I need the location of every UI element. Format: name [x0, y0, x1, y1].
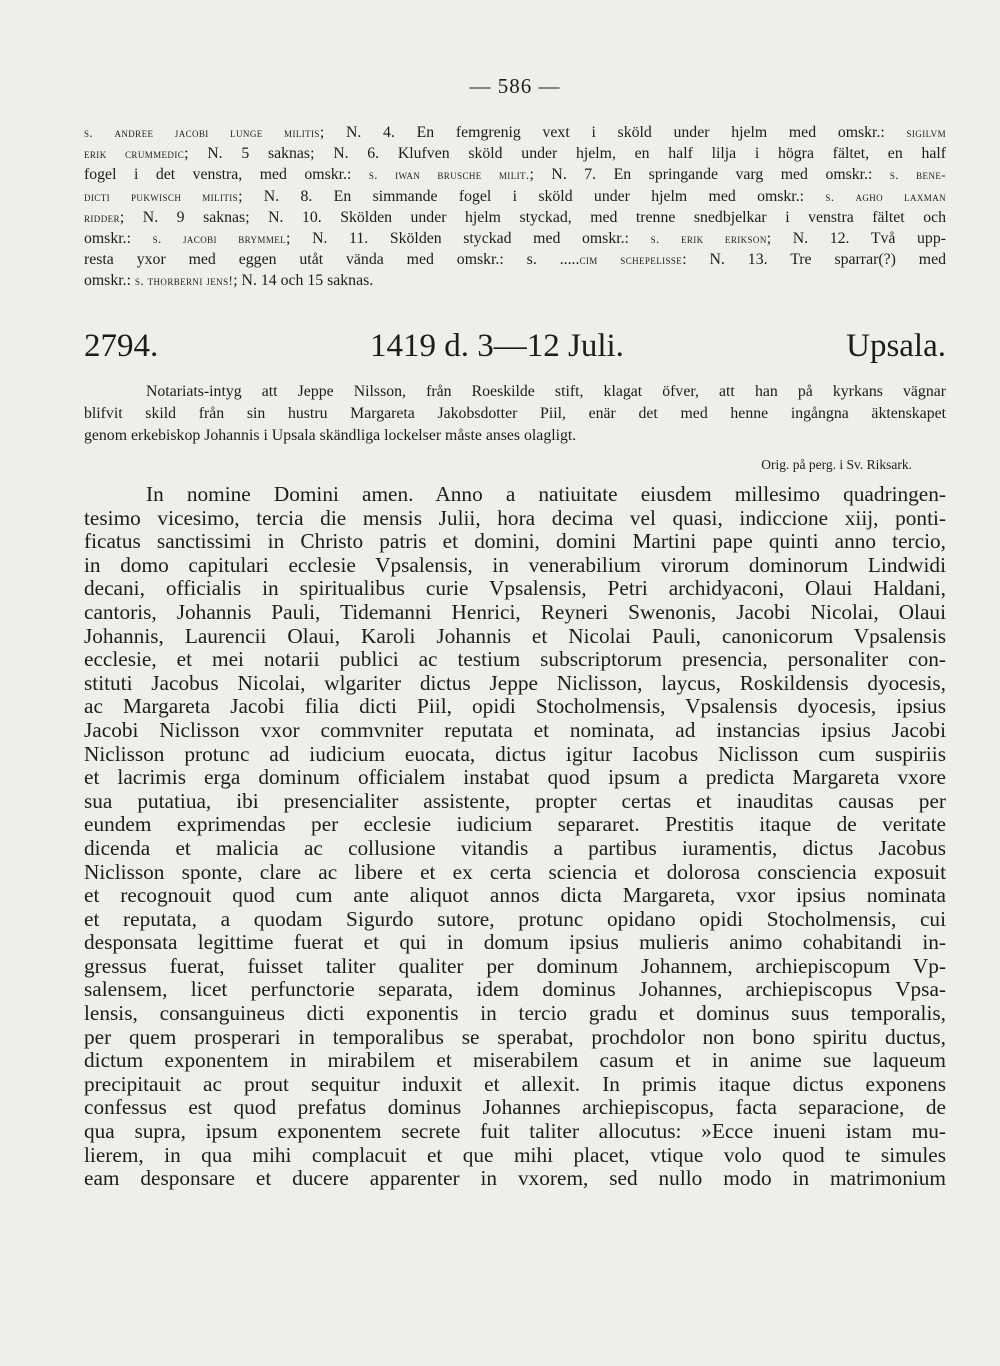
previous-text-line [84, 143, 946, 164]
seal-legend: s. iwan brusche milit. [368, 167, 530, 183]
seal-legend: s. agho laxman [825, 188, 947, 204]
text-line: dictum exponentem in mirabilem et miserabilem casum et in anime sue laqueum [84, 1048, 946, 1073]
text-line: lensis, consanguineus dicti exponentis in tercio gradu et dominus suus temporalis, [84, 1001, 946, 1026]
seal-legend: erik crummedic [84, 146, 185, 162]
text-line: ac Margareta Jacobi filia dicti Piil, opidi Stocholmensis, Vpsalensis dyocesis, ipsius [84, 694, 946, 719]
summary-line: Notariats-intyg att Jeppe Nilsson, från Roeskilde stift, klagat öfver, att han på kyrkans vägnar [146, 383, 946, 400]
text-run: fogel i det venstra, med omskr.: [84, 166, 369, 184]
text-run: omskr.: [84, 230, 153, 248]
text-line: Niclisson sponte, clare ac libere et ex certa sciencia et dolorosa consciencia exposuit [84, 859, 946, 884]
summary-line: blifvit skild från sin hustru Margareta Jakobsdotter Piil, enär det med henne ingångna äktenskapet [84, 405, 946, 422]
text-run: : N. 13. Tre sparrar(?) med [682, 251, 946, 269]
text-line: eam desponsare et ducere apparenter in vxorem, sed nullo modo in matrimonium [84, 1166, 946, 1191]
seal-legend: s. erik erikson [650, 231, 767, 247]
text-line: dicenda et malicia ac collusione vitandis a partibus iuramentis, dictus Jacobus [84, 835, 946, 860]
seal-legend: ridder [84, 209, 120, 225]
previous-text-line [84, 164, 946, 185]
text-line: in domo capitulari ecclesie Vpsalensis, in venerabilium virorum dominorum Lindwidi [84, 552, 946, 577]
previous-text-line [84, 228, 946, 249]
text-run: ; N. 9 saknas; N. 10. Skölden under hjelm styckad, med trenne snedbjelkar i venstra fältet och [119, 208, 946, 226]
previous-text-line [84, 122, 946, 143]
seal-legend: s. thorberni jens! [134, 273, 234, 289]
text-line: In nomine Domini amen. Anno a natiuitate eiusdem millesimo quadringen- [146, 482, 946, 506]
seal-legend: dicti pukwisch militis [84, 188, 239, 204]
text-line: Niclisson protunc ad iudicium euocata, dictus igitur Iacobus Niclisson cum suspiriis [84, 741, 946, 766]
latin-document-text [84, 483, 946, 1191]
text-run: ; N. 12. Två upp- [766, 230, 946, 248]
text-line: per quem prosperari in temporalibus se sperabat, prochdolor non bono spiritu ductus, [84, 1024, 946, 1049]
document-date: 1419 d. 3—12 Juli. [370, 328, 624, 364]
text-run: ; N. 7. En springande varg med omskr.: [529, 166, 890, 184]
text-run: ; N. 14 och 15 saknas. [233, 272, 374, 290]
source-note: Orig. på perg. i Sv. Riksark. [761, 457, 912, 472]
text-line: et recognouit quod cum ante aliquot annos dicta Margareta, vxor ipsius nominata [84, 883, 946, 908]
previous-text-line [84, 186, 946, 207]
text-line: desponsata legittime fuerat et qui in domum ipsius mulieris animo cohabitandi in- [84, 930, 946, 955]
page-number: — 586 — [469, 74, 561, 98]
seal-legend: cim schepelisse [579, 252, 683, 268]
text-run: omskr.: [84, 272, 135, 290]
text-line: gressus fuerat, fuisset taliter qualiter per dominum Johannem, archiepiscopum Vp- [84, 953, 946, 978]
text-line: ecclesie, et mei notarii publici ac testium subscriptorum presencia, personaliter con- [84, 647, 946, 672]
text-run: ; N. 4. En femgrenig vext i sköld under hjelm med omskr.: [319, 124, 907, 141]
text-run: ; N. 5 saknas; N. 6. Klufven sköld under hjelm, en half lilja i högra fältet, en half [184, 145, 947, 163]
previous-text-line [84, 207, 946, 228]
text-line: et reputata, a quodam Sigurdo sutore, protunc opidano opidi Stocholmensis, cui [84, 906, 946, 931]
previous-text-line [84, 249, 946, 270]
seal-legend: s. bene- [889, 167, 946, 183]
document-number: 2794. [84, 328, 159, 364]
document-place: Upsala. [846, 328, 946, 364]
text-line: tesimo vicesimo, tercia die mensis Julii, hora decima vel quasi, indiccione xiij, ponti- [84, 505, 946, 530]
text-line: precipitauit ac prout sequitur induxit et allexit. In primis itaque dictus exponens [84, 1071, 946, 1096]
text-line: et lacrimis erga dominum officialem instabat quod ipsum a predicta Margareta vxore [84, 765, 946, 790]
text-line: Johannis, Laurencii Olaui, Karoli Johannis et Nicolai Pauli, canonicorum Vpsalensis [84, 623, 946, 648]
text-line: cantoris, Johannis Pauli, Tidemanni Henrici, Reyneri Swenonis, Jacobi Nicolai, Olaui [84, 599, 946, 624]
text-line: salensem, licet perfunctorie separata, idem dominus Johannes, archiepiscopus Vpsa- [84, 977, 946, 1002]
text-line: Jacobi Niclisson vxor commvniter reputata et nominata, ad instancias ipsius Jacobi [84, 717, 946, 742]
document-heading [84, 328, 946, 368]
seal-legend: sigilvm [906, 125, 946, 140]
text-run: resta yxor med eggen utåt vända med omskr.: s. ..... [84, 251, 580, 269]
document-summary [84, 381, 946, 447]
text-line: eundem exprimendas per ecclesie iudicium separaret. Prestitis itaque de veritate [84, 812, 946, 837]
text-line: sua putatiua, ibi presencialiter assistente, propter certas et inauditas causas per [84, 788, 946, 813]
text-run: ; N. 11. Skölden styckad med omskr.: [286, 230, 651, 248]
text-line: ficatus sanctissimi in Christo patris et domini, domini Martini pape quinti anno tercio, [84, 529, 946, 554]
previous-document-seal-descriptions [84, 122, 946, 292]
previous-text-line [84, 270, 946, 291]
text-line: qua supra, ipsum exponentem secrete fuit taliter allocutus: »Ecce inueni istam mu- [84, 1119, 946, 1144]
text-line: stituti Jacobus Nicolai, wlgariter dictus Jeppe Niclisson, laycus, Roskildensis dyocesis, [84, 670, 946, 695]
summary-line: genom erkebiskop Johannis i Upsala skändliga lockelser måste anses olagligt. [84, 427, 577, 444]
text-line: decani, officialis in spiritualibus curie Vpsalensis, Petri archidyaconi, Olaui Haldani, [84, 576, 946, 601]
text-line: lierem, in qua mihi complacuit et que mihi placet, vtique volo quod te simules [84, 1142, 946, 1167]
text-run: ; N. 8. En simmande fogel i sköld under hjelm med omskr.: [238, 187, 826, 205]
seal-legend: s. andree jacobi lunge militis [84, 125, 320, 140]
text-line: confessus est quod prefatus dominus Johannes archiepiscopus, facta separacione, de [84, 1095, 946, 1120]
seal-legend: s. jacobi brymmel [152, 231, 287, 247]
